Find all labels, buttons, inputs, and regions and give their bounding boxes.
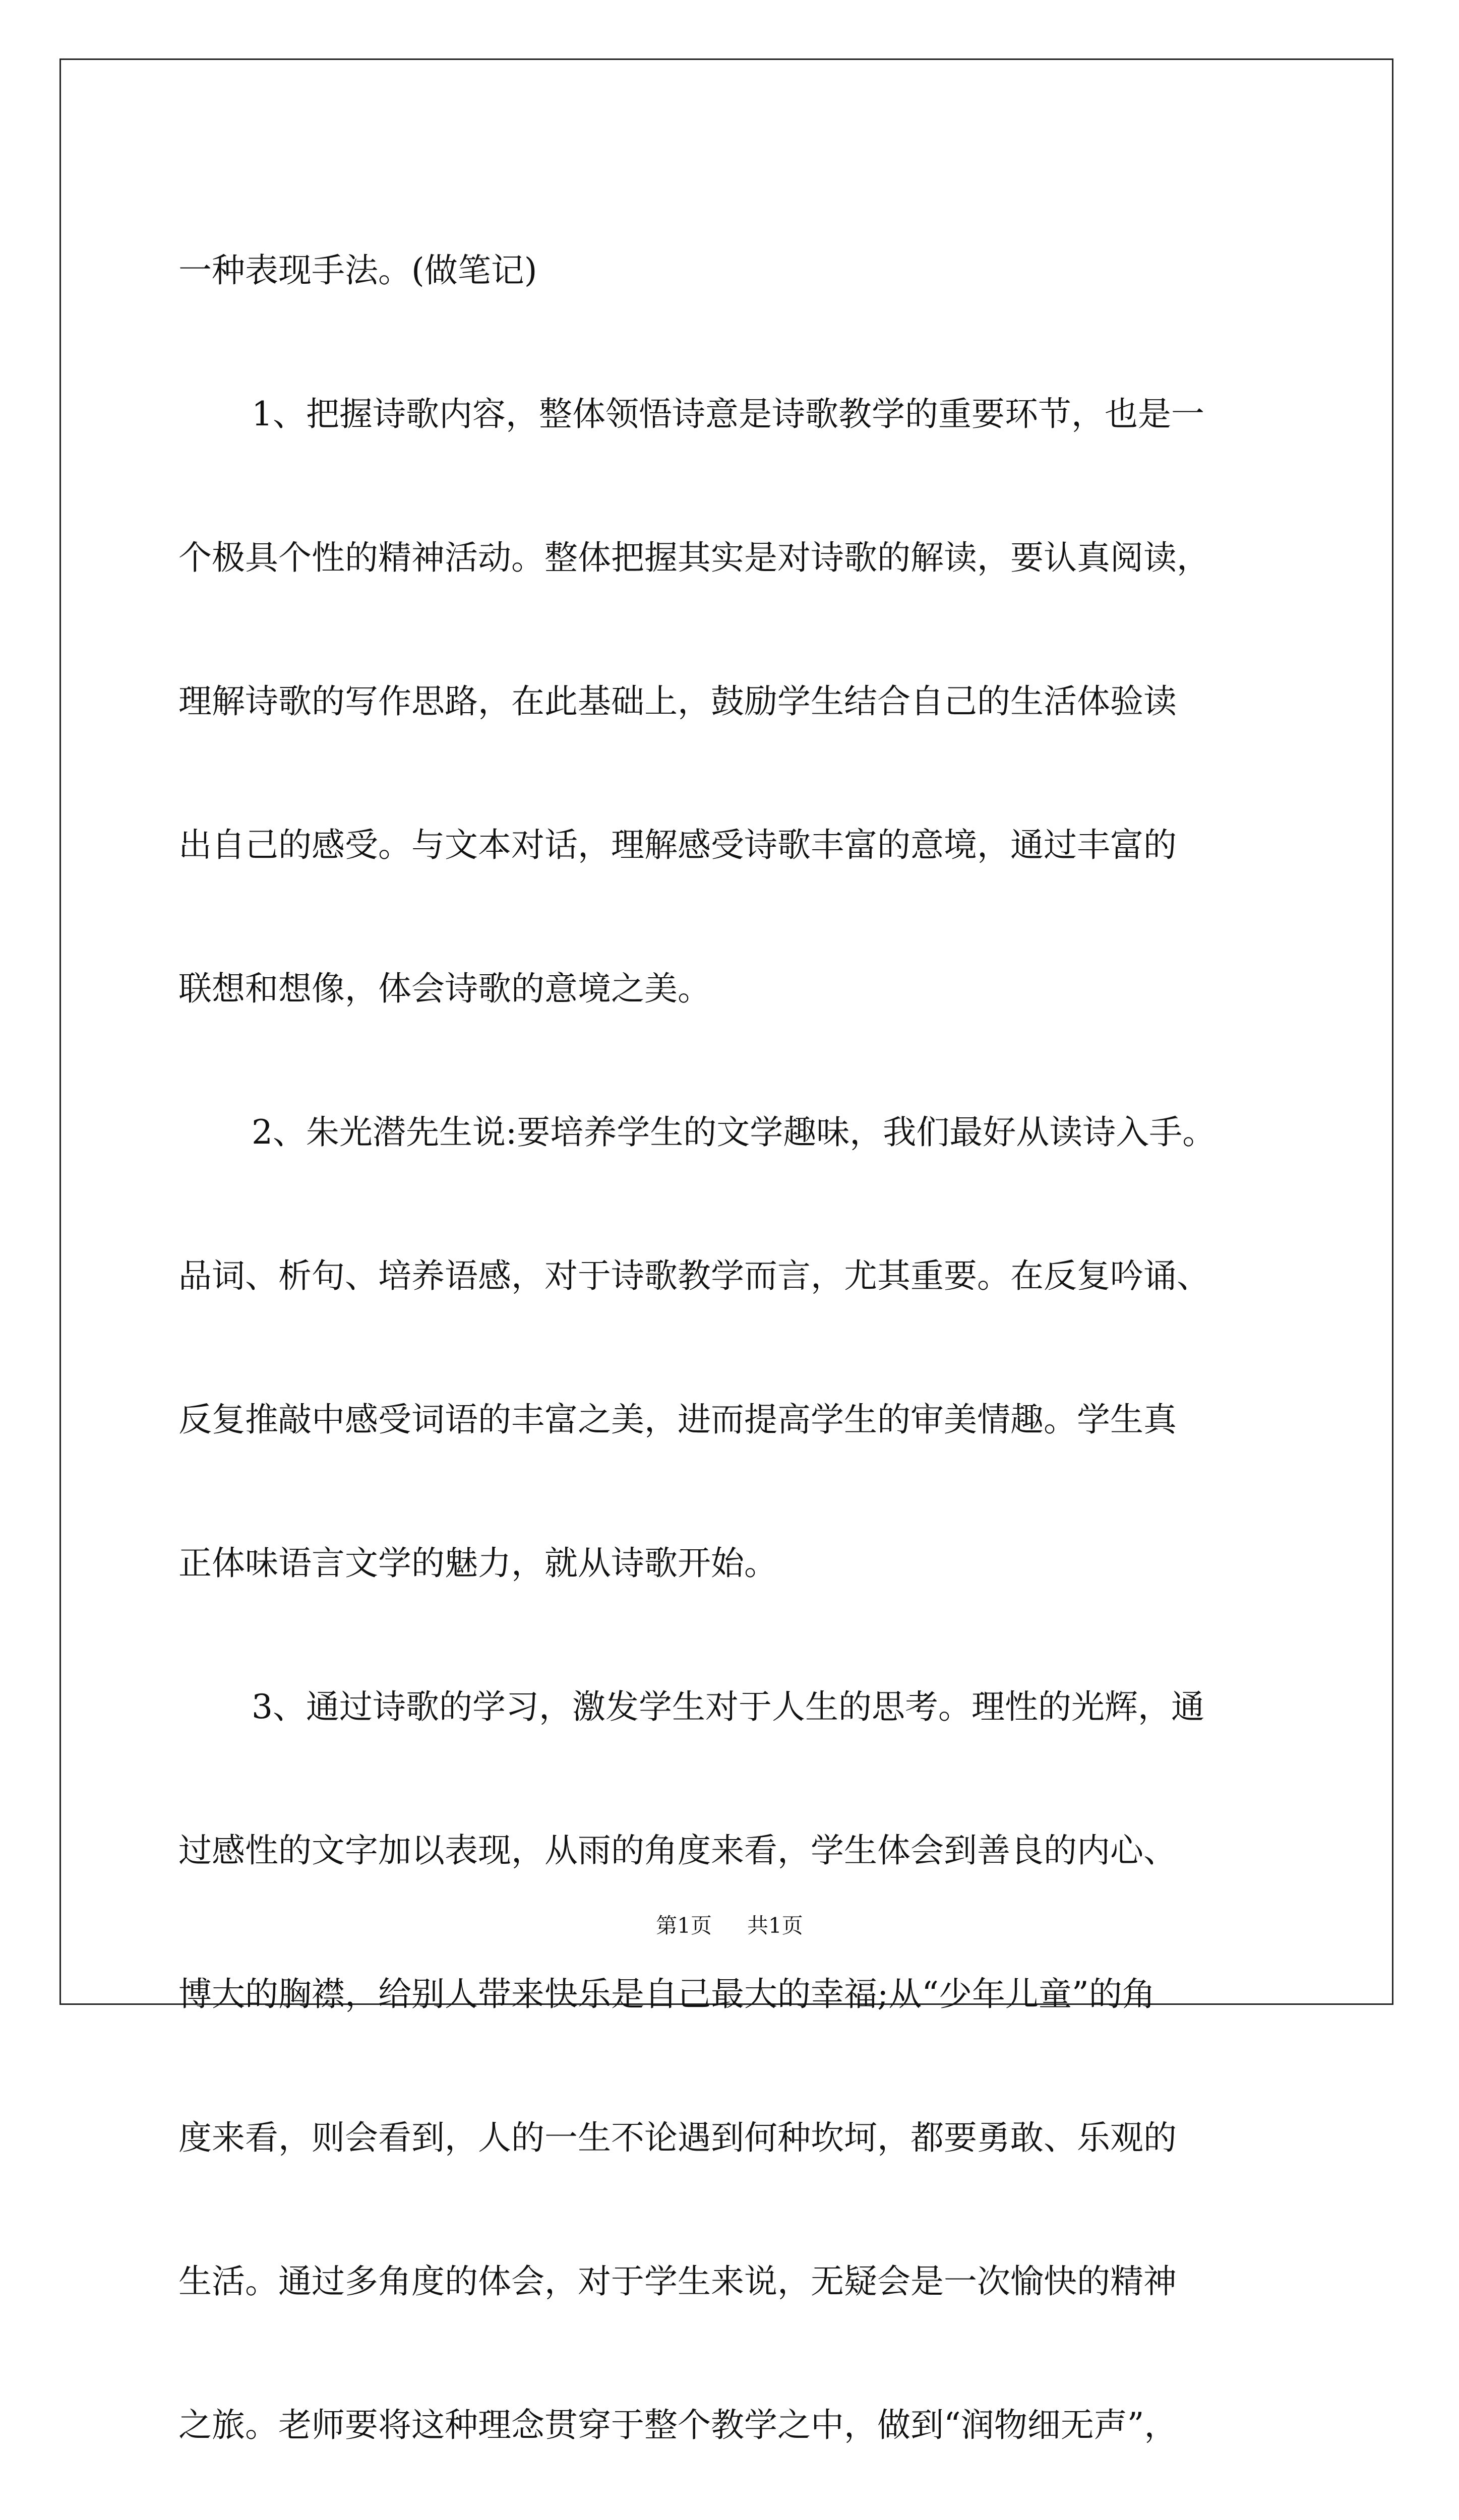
text-line: 个极具个性的精神活动。整体把握其实是对诗歌的解读，要认真阅读， [178, 538, 1210, 577]
text-line: 生活。通过多角度的体会，对于学生来说，无疑会是一次愉快的精神 [178, 2262, 1177, 2301]
paragraph-1-start: 1、把握诗歌内容，整体领悟诗意是诗歌教学的重要环节，也是一 [252, 395, 1204, 433]
text-line [178, 2490, 1313, 2520]
text-line: 之旅。老师要将这种理念贯穿于整个教学之中，做到“润物细无声”， [178, 2406, 1178, 2444]
page-footer [0, 1915, 1459, 1936]
text-line: 博大的胸襟，给别人带来快乐是自己最大的幸福;从“少年儿童”的角 [178, 1975, 1156, 2013]
page-number: 第1页 [656, 1913, 712, 1938]
text-line: 度来看，则会看到，人的一生不论遇到何种坎坷，都要勇敢、乐观的 [178, 2118, 1177, 2157]
text-line: 品词、析句、培养语感，对于诗歌教学而言，尤其重要。在反复吟诵、 [178, 1256, 1210, 1295]
text-line: 出自己的感受。与文本对话，理解感受诗歌丰富的意境，通过丰富的 [178, 826, 1177, 864]
text-line: 理解诗歌的写作思路，在此基础上，鼓励学生结合自己的生活体验读 [178, 682, 1177, 721]
text-line: 正体味语言文学的魅力，就从诗歌开始。 [178, 1544, 777, 1583]
document-body [178, 192, 1313, 2520]
page-total: 共1页 [747, 1913, 803, 1938]
paragraph-2-start: 2、朱光潜先生说:要培养学生的文学趣味，我们最好从读诗入手。 [252, 1113, 1216, 1152]
paragraph-3-start: 3、通过诗歌的学习，激发学生对于人生的思考。理性的光辉，通 [252, 1687, 1204, 1726]
text-line: 联想和想像，体会诗歌的意境之美。 [178, 969, 711, 1008]
text-line: 过感性的文字加以表现，从雨的角度来看，学生体会到善良的内心、 [178, 1831, 1177, 1870]
text-line: 反复推敲中感受词语的丰富之美，进而提高学生的审美情趣。学生真 [178, 1400, 1177, 1439]
text-line: 一种表现手法。(做笔记) [178, 251, 537, 290]
